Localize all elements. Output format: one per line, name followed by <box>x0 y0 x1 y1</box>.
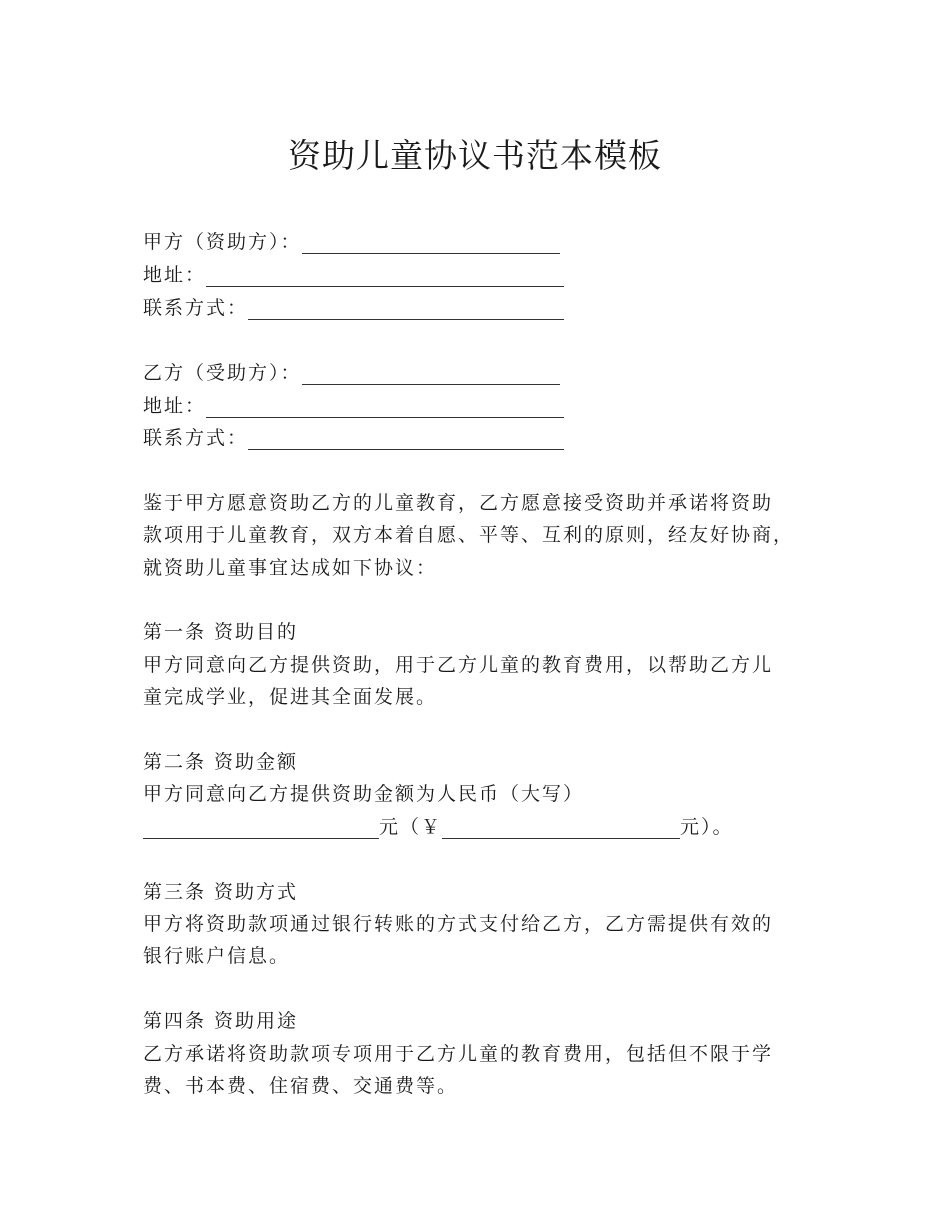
party-b-address-blank <box>206 395 564 418</box>
party-a-name-row <box>143 226 560 258</box>
party-b-address-row <box>143 390 564 422</box>
article2-amount-row <box>143 811 734 843</box>
article4-text: 费、书本费、住宿费、交通费等。 <box>143 1075 459 1097</box>
party-b-name-row <box>143 357 560 389</box>
party-b-address-label: 地址： <box>143 395 207 417</box>
yuan-open-text: 元（￥ <box>379 816 443 838</box>
party-a-contact-row <box>143 292 564 324</box>
party-a-name-label: 甲方（资助方）： <box>143 231 302 253</box>
party-a-address-label: 地址： <box>143 264 207 286</box>
article3-text: 甲方将资助款项通过银行转账的方式支付给乙方，乙方需提供有效的 <box>143 913 774 935</box>
party-a-name-blank <box>302 231 560 254</box>
amount-figures-blank <box>442 816 680 839</box>
party-b-name-blank <box>302 362 560 385</box>
party-b-contact-label: 联系方式： <box>143 427 249 449</box>
article3-text: 银行账户信息。 <box>143 945 291 967</box>
article1-text: 甲方同意向乙方提供资助，用于乙方儿童的教育费用，以帮助乙方儿 <box>143 654 774 676</box>
article1-heading: 第一条 资助目的 <box>143 621 299 643</box>
party-b-contact-row <box>143 422 564 454</box>
preamble-line: 就资助儿童事宜达成如下协议： <box>143 557 438 579</box>
yuan-close-text: 元）。 <box>680 816 734 838</box>
party-a-address-blank <box>206 264 564 287</box>
amount-words-blank <box>143 816 379 839</box>
article2-text: 甲方同意向乙方提供资助金额为人民币（大写） <box>143 783 585 805</box>
preamble-line: 款项用于儿童教育，双方本着自愿、平等、互利的原则，经友好协商， <box>143 524 795 546</box>
party-a-address-row <box>143 259 564 291</box>
party-a-contact-blank <box>248 297 564 320</box>
article3-heading: 第三条 资助方式 <box>143 881 299 903</box>
article1-text: 童完成学业，促进其全面发展。 <box>143 686 438 708</box>
article4-heading: 第四条 资助用途 <box>143 1010 299 1032</box>
party-a-contact-label: 联系方式： <box>143 297 249 319</box>
party-b-contact-blank <box>248 427 564 450</box>
party-b-name-label: 乙方（受助方）： <box>143 362 302 384</box>
article4-text: 乙方承诺将资助款项专项用于乙方儿童的教育费用，包括但不限于学 <box>143 1043 774 1065</box>
document-title: 资助儿童协议书范本模板 <box>288 136 662 175</box>
preamble-line: 鉴于甲方愿意资助乙方的儿童教育，乙方愿意接受资助并承诺将资助 <box>143 492 774 514</box>
article2-heading: 第二条 资助金额 <box>143 751 299 773</box>
